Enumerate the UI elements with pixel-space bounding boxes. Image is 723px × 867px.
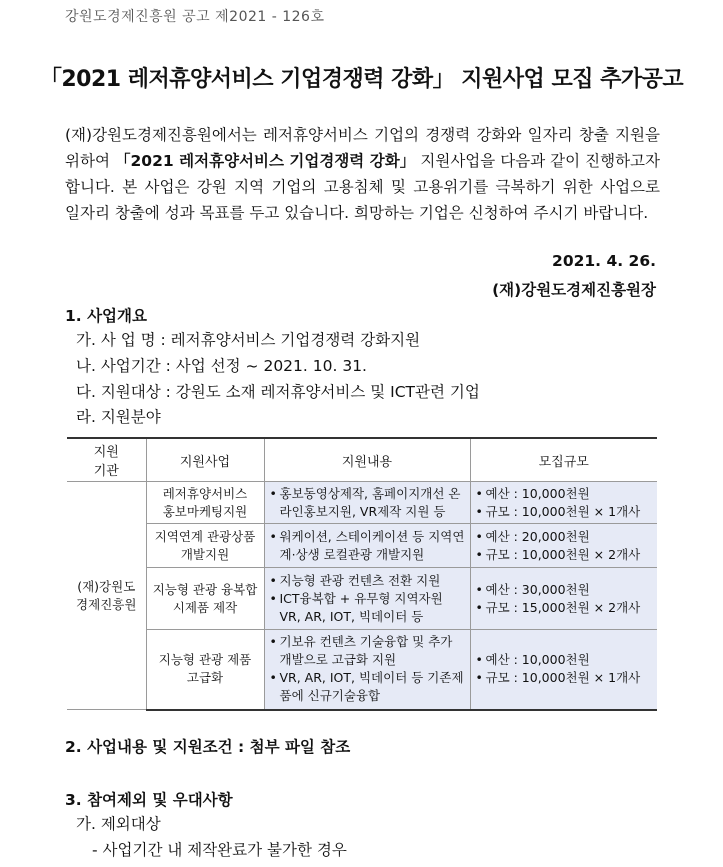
budget-item: • 예산 : 10,000천원 (475, 485, 654, 503)
scale-item: • 규모 : 10,000천원 × 1개사 (475, 669, 654, 687)
content-item: • 워케이션, 스테이케이션 등 지역연계·상생 로컬관광 개발지원 (269, 528, 466, 564)
content-item: • 기보유 컨텐츠 기술융합 및 추가 개발으로 고급화 지원 (269, 633, 466, 669)
header-org: 지원 기관 (67, 438, 146, 482)
support-field-table (67, 437, 657, 711)
announcement-date: 2021. 4. 26. (552, 252, 656, 270)
intro-line: 합니다. 본 사업은 강원 지역 기업의 고용침체 및 고용위기를 극복하기 위한 사업으로 (65, 178, 660, 196)
section-1-heading: 1. 사업개요 (65, 307, 147, 325)
header-program: 지원사업 (146, 438, 264, 482)
scale-cell (470, 524, 657, 568)
table-row (67, 524, 657, 568)
header-content: 지원내용 (264, 438, 470, 482)
content-item: • 지능형 관광 컨텐츠 전환 지원 (269, 572, 466, 590)
intro-paragraph (65, 122, 660, 226)
budget-item: • 예산 : 30,000천원 (475, 581, 654, 599)
intro-program-name: 「2021 레저휴양서비스 기업경쟁력 강화」 (114, 152, 416, 170)
content-cell (264, 630, 470, 710)
exclusion-subheading: 가. 제외대상 (76, 815, 161, 833)
table-row (67, 568, 657, 630)
content-cell (264, 568, 470, 630)
intro-line (65, 148, 660, 174)
document-title: 「2021 레저휴양서비스 기업경쟁력 강화」 지원사업 모집 추가공고 (39, 67, 684, 92)
program-cell: 레저휴양서비스 홍보마케팅지원 (146, 482, 264, 524)
program-cell: 지능형 관광 제품 고급화 (146, 630, 264, 710)
scale-cell (470, 630, 657, 710)
budget-item: • 예산 : 10,000천원 (475, 651, 654, 669)
content-cell (264, 482, 470, 524)
table-header-row (67, 438, 657, 482)
intro-line: 일자리 창출에 성과 목표를 두고 있습니다. 희망하는 기업은 신청하여 주시기 바랍니다. (65, 204, 649, 222)
scale-cell (470, 568, 657, 630)
scale-item: • 규모 : 10,000천원 × 2개사 (475, 546, 654, 564)
overview-item-target: 다. 지원대상 : 강원도 소재 레저휴양서비스 및 ICT관련 기업 (76, 383, 480, 401)
header-scale: 모집규모 (470, 438, 657, 482)
org-cell: (재)강원도 경제진흥원 (67, 482, 146, 710)
content-item: • 홍보동영상제작, 홈페이지개선 온라인홍보지원, VR제작 지원 등 (269, 485, 466, 521)
exclusion-item: - 사업기간 내 제작완료가 불가한 경우 (92, 841, 347, 859)
section-3-heading: 3. 참여제외 및 우대사항 (65, 791, 233, 809)
intro-text: 위하여 (65, 152, 115, 170)
table-row (67, 482, 657, 524)
budget-item: • 예산 : 20,000천원 (475, 528, 654, 546)
program-cell: 지능형 관광 융복합 시제품 제작 (146, 568, 264, 630)
content-item: • VR, AR, IOT, 빅데이터 등 기존제품에 신규기술융합 (269, 669, 466, 705)
section-2-heading: 2. 사업내용 및 지원조건 : 첨부 파일 참조 (65, 738, 351, 756)
content-item: • ICT융복합 + 유무형 지역자원 VR, AR, IOT, 빅데이터 등 (269, 590, 466, 626)
table-row (67, 630, 657, 710)
document-number: 강원도경제진흥원 공고 제2021 - 126호 (65, 9, 325, 25)
scale-item: • 규모 : 15,000천원 × 2개사 (475, 599, 654, 617)
content-cell (264, 524, 470, 568)
scale-item: • 규모 : 10,000천원 × 1개사 (475, 503, 654, 521)
program-cell: 지역연계 관광상품 개발지원 (146, 524, 264, 568)
overview-item-name: 가. 사 업 명 : 레저휴양서비스 기업경쟁력 강화지원 (76, 331, 421, 349)
scale-cell (470, 482, 657, 524)
overview-item-period: 나. 사업기간 : 사업 선정 ~ 2021. 10. 31. (76, 357, 367, 375)
issuer-name: (재)강원도경제진흥원장 (492, 281, 656, 299)
overview-item-field: 라. 지원분야 (76, 408, 161, 426)
intro-text: 지원사업을 다음과 같이 진행하고자 (415, 152, 660, 170)
intro-line: (재)강원도경제진흥원에서는 레저휴양서비스 기업의 경쟁력 강화와 일자리 창출 지원을 (65, 126, 660, 144)
